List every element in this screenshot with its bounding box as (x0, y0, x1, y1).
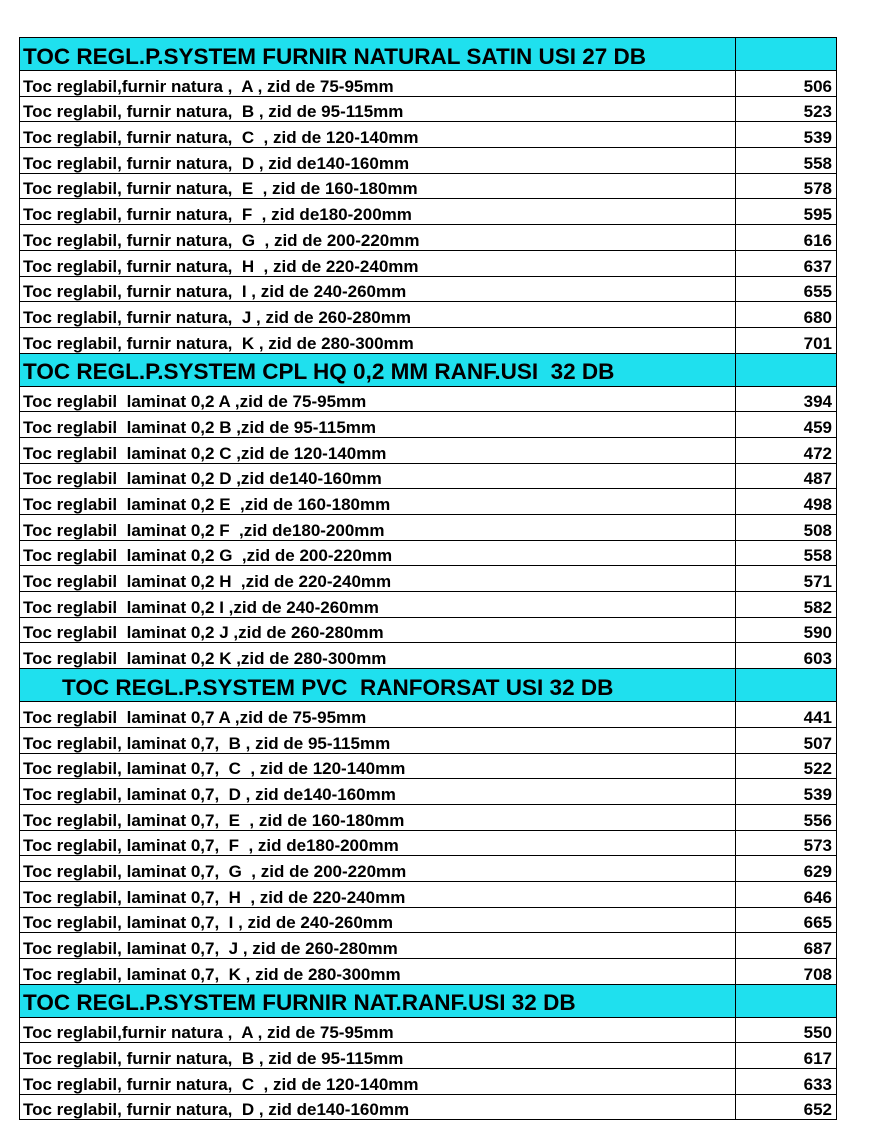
item-description: Toc reglabil, laminat 0,7, K , zid de 280-300mm (20, 959, 736, 985)
item-description: Toc reglabil, laminat 0,7, C , zid de 120-140mm (20, 753, 736, 779)
item-description: Toc reglabil, furnir natura, K , zid de 280-300mm (20, 327, 736, 353)
section-header-row (20, 984, 837, 1017)
item-price: 595 (736, 199, 837, 225)
item-description: Toc reglabil, furnir natura, D , zid de140-160mm (20, 1094, 736, 1120)
section-heading: TOC REGL.P.SYSTEM FURNIR NATURAL SATIN USI 27 DB (20, 38, 736, 71)
item-price: 523 (736, 96, 837, 122)
table-row (20, 881, 837, 907)
section-heading: TOC REGL.P.SYSTEM PVC RANFORSAT USI 32 DB (20, 669, 736, 702)
item-price: 701 (736, 327, 837, 353)
item-price: 558 (736, 540, 837, 566)
item-price: 655 (736, 276, 837, 302)
item-description: Toc reglabil, laminat 0,7, G , zid de 200-220mm (20, 856, 736, 882)
item-price: 573 (736, 830, 837, 856)
table-row (20, 1094, 837, 1120)
item-description: Toc reglabil laminat 0,2 J ,zid de 260-280mm (20, 617, 736, 643)
table-row (20, 463, 837, 489)
item-description: Toc reglabil, furnir natura, D , zid de140-160mm (20, 148, 736, 174)
item-price: 441 (736, 702, 837, 728)
item-price: 550 (736, 1017, 837, 1043)
item-price: 508 (736, 515, 837, 541)
item-price: 629 (736, 856, 837, 882)
table-row (20, 250, 837, 276)
item-description: Toc reglabil, furnir natura, H , zid de 220-240mm (20, 250, 736, 276)
table-row (20, 276, 837, 302)
item-description: Toc reglabil, laminat 0,7, D , zid de140-160mm (20, 779, 736, 805)
item-description: Toc reglabil laminat 0,2 A ,zid de 75-95mm (20, 386, 736, 412)
section-heading-price-cell (736, 38, 837, 71)
item-description: Toc reglabil, furnir natura, B , zid de 95-115mm (20, 96, 736, 122)
table-row (20, 856, 837, 882)
item-price: 680 (736, 302, 837, 328)
table-row (20, 1043, 837, 1069)
section-header-row (20, 38, 837, 71)
table-row (20, 933, 837, 959)
item-description: Toc reglabil laminat 0,2 I ,zid de 240-260mm (20, 592, 736, 618)
item-description: Toc reglabil, laminat 0,7, H , zid de 220-240mm (20, 881, 736, 907)
item-description: Toc reglabil, furnir natura, J , zid de 260-280mm (20, 302, 736, 328)
item-description: Toc reglabil, furnir natura, C , zid de 120-140mm (20, 122, 736, 148)
item-price: 506 (736, 71, 837, 97)
table-row (20, 540, 837, 566)
table-row (20, 566, 837, 592)
item-price: 637 (736, 250, 837, 276)
item-price: 687 (736, 933, 837, 959)
item-description: Toc reglabil laminat 0,2 B ,zid de 95-115mm (20, 412, 736, 438)
item-description: Toc reglabil, laminat 0,7, E , zid de 160-180mm (20, 804, 736, 830)
item-description: Toc reglabil laminat 0,2 E ,zid de 160-180mm (20, 489, 736, 515)
table-row (20, 959, 837, 985)
table-row (20, 199, 837, 225)
item-description: Toc reglabil, laminat 0,7, F , zid de180-200mm (20, 830, 736, 856)
item-price: 558 (736, 148, 837, 174)
item-description: Toc reglabil laminat 0,2 G ,zid de 200-220mm (20, 540, 736, 566)
item-price: 665 (736, 907, 837, 933)
item-price: 616 (736, 225, 837, 251)
item-price: 507 (736, 727, 837, 753)
item-price: 487 (736, 463, 837, 489)
table-row (20, 804, 837, 830)
item-description: Toc reglabil, furnir natura, C , zid de 120-140mm (20, 1069, 736, 1095)
table-row (20, 702, 837, 728)
section-heading: TOC REGL.P.SYSTEM CPL HQ 0,2 MM RANF.USI 32 DB (20, 353, 736, 386)
item-description: Toc reglabil, laminat 0,7, B , zid de 95-115mm (20, 727, 736, 753)
item-description: Toc reglabil laminat 0,2 C ,zid de 120-140mm (20, 437, 736, 463)
item-description: Toc reglabil laminat 0,2 D ,zid de140-160mm (20, 463, 736, 489)
table-row (20, 753, 837, 779)
item-description: Toc reglabil,furnir natura , A , zid de 75-95mm (20, 1017, 736, 1043)
table-row (20, 327, 837, 353)
item-price: 578 (736, 173, 837, 199)
item-description: Toc reglabil, furnir natura, E , zid de 160-180mm (20, 173, 736, 199)
table-row (20, 779, 837, 805)
item-description: Toc reglabil, furnir natura, F , zid de180-200mm (20, 199, 736, 225)
item-price: 539 (736, 122, 837, 148)
item-price: 590 (736, 617, 837, 643)
table-row (20, 643, 837, 669)
item-price: 459 (736, 412, 837, 438)
table-row (20, 148, 837, 174)
table-row (20, 225, 837, 251)
item-description: Toc reglabil,furnir natura , A , zid de 75-95mm (20, 71, 736, 97)
table-row (20, 1069, 837, 1095)
item-description: Toc reglabil, laminat 0,7, I , zid de 240-260mm (20, 907, 736, 933)
table-row (20, 173, 837, 199)
item-description: Toc reglabil laminat 0,2 K ,zid de 280-300mm (20, 643, 736, 669)
item-description: Toc reglabil laminat 0,2 H ,zid de 220-240mm (20, 566, 736, 592)
item-description: Toc reglabil laminat 0,2 F ,zid de180-200mm (20, 515, 736, 541)
item-description: Toc reglabil, furnir natura, G , zid de 200-220mm (20, 225, 736, 251)
section-heading: TOC REGL.P.SYSTEM FURNIR NAT.RANF.USI 32 DB (20, 984, 736, 1017)
item-price: 633 (736, 1069, 837, 1095)
item-price: 646 (736, 881, 837, 907)
table-row (20, 96, 837, 122)
table-row (20, 1017, 837, 1043)
section-heading-price-cell (736, 353, 837, 386)
table-row (20, 437, 837, 463)
item-price: 498 (736, 489, 837, 515)
table-row (20, 907, 837, 933)
item-description: Toc reglabil, furnir natura, I , zid de 240-260mm (20, 276, 736, 302)
item-description: Toc reglabil laminat 0,7 A ,zid de 75-95mm (20, 702, 736, 728)
price-list-table (19, 37, 837, 1120)
table-row (20, 617, 837, 643)
item-price: 571 (736, 566, 837, 592)
table-row (20, 592, 837, 618)
table-row (20, 386, 837, 412)
table-row (20, 727, 837, 753)
table-row (20, 122, 837, 148)
item-price: 582 (736, 592, 837, 618)
item-description: Toc reglabil, laminat 0,7, J , zid de 260-280mm (20, 933, 736, 959)
price-list-body (20, 38, 837, 1120)
table-row (20, 302, 837, 328)
section-heading-price-cell (736, 984, 837, 1017)
item-price: 603 (736, 643, 837, 669)
item-description: Toc reglabil, furnir natura, B , zid de 95-115mm (20, 1043, 736, 1069)
section-header-row (20, 353, 837, 386)
section-heading-price-cell (736, 669, 837, 702)
item-price: 539 (736, 779, 837, 805)
item-price: 556 (736, 804, 837, 830)
item-price: 472 (736, 437, 837, 463)
table-row (20, 515, 837, 541)
table-row (20, 489, 837, 515)
item-price: 522 (736, 753, 837, 779)
item-price: 708 (736, 959, 837, 985)
item-price: 394 (736, 386, 837, 412)
item-price: 617 (736, 1043, 837, 1069)
table-row (20, 830, 837, 856)
table-row (20, 412, 837, 438)
item-price: 652 (736, 1094, 837, 1120)
table-row (20, 71, 837, 97)
section-header-row (20, 669, 837, 702)
